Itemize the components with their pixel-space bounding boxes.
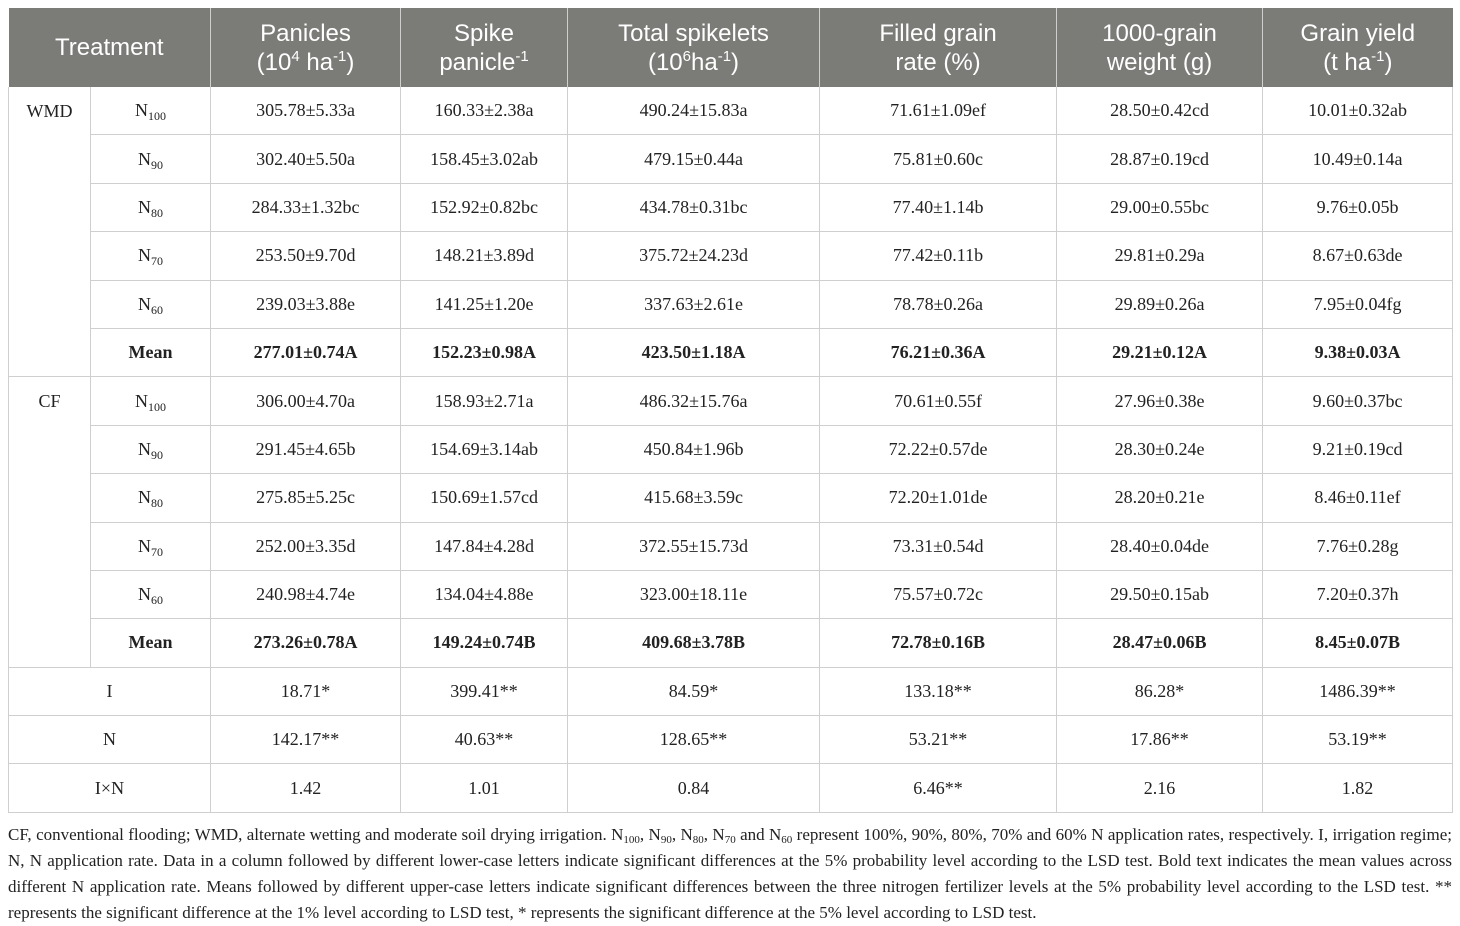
anova-value-cell: 1486.39** xyxy=(1263,667,1453,715)
table-row xyxy=(9,570,1453,618)
value-cell: 28.87±0.19cd xyxy=(1057,135,1263,183)
n-rate-label: $N_{70}$ xyxy=(91,522,211,570)
anova-value-cell: 128.65** xyxy=(568,716,820,764)
value-cell: 415.68±3.59c xyxy=(568,474,820,522)
anova-value-cell: 53.19** xyxy=(1263,716,1453,764)
mean-label: Mean xyxy=(91,619,211,667)
value-cell: 275.85±5.25c xyxy=(211,474,401,522)
n-rate-label: $N_{80}$ xyxy=(91,474,211,522)
n-rate-label: $N_{60}$ xyxy=(91,280,211,328)
mean-value-cell: 8.45±0.07B xyxy=(1263,619,1453,667)
value-cell: 29.81±0.29a xyxy=(1057,232,1263,280)
n-rate-label: $N_{60}$ xyxy=(91,570,211,618)
mean-row xyxy=(9,619,1453,667)
anova-value-cell: 86.28* xyxy=(1057,667,1263,715)
value-cell: 77.42±0.11b xyxy=(820,232,1057,280)
mean-value-cell: 273.26±0.78A xyxy=(211,619,401,667)
value-cell: 323.00±18.11e xyxy=(568,570,820,618)
header-panicles: Panicles ($10^4$ $ha^{-1}$) xyxy=(211,8,401,87)
header-1000-grain-weight: 1000-grain weight (g) xyxy=(1057,8,1263,87)
anova-value-cell: 18.71* xyxy=(211,667,401,715)
value-cell: 77.40±1.14b xyxy=(820,183,1057,231)
value-cell: 7.76±0.28g xyxy=(1263,522,1453,570)
value-cell: 450.84±1.96b xyxy=(568,425,820,473)
value-cell: 148.21±3.89d xyxy=(401,232,568,280)
value-cell: 284.33±1.32bc xyxy=(211,183,401,231)
value-cell: 372.55±15.73d xyxy=(568,522,820,570)
table-row xyxy=(9,522,1453,570)
value-cell: 28.40±0.04de xyxy=(1057,522,1263,570)
value-cell: 240.98±4.74e xyxy=(211,570,401,618)
value-cell: 160.33±2.38a xyxy=(401,87,568,135)
value-cell: 7.95±0.04fg xyxy=(1263,280,1453,328)
value-cell: 9.76±0.05b xyxy=(1263,183,1453,231)
table-row xyxy=(9,425,1453,473)
header-treatment: Treatment xyxy=(9,8,211,87)
table-footnote: CF, conventional flooding; WMD, alternate wetting and moderate soil drying irrigation. $N_{100}$, $N_{90}$, $N_{80}$, $N_{70}$ and $N_{60}$ represent 100%, 90%, 80%, 70% and 60% N application rates, respectively. I, irrigation regime; N, N application rate. Data in a column followed by different lower-case letters indicate significant differences at the 5% probability level according to the LSD test. Bold text indicates the mean values across different N application rate. Means followed by different upper-case letters indicate significant differences between the three nitrogen fertilizer levels at the 5% probability level according to the LSD test. ** represents the significant difference at the 1% level according to LSD test, * represents the significant difference at the 5% level according to LSD test. xyxy=(8,824,1453,922)
table-row xyxy=(9,232,1453,280)
anova-value-cell: 399.41** xyxy=(401,667,568,715)
mean-value-cell: 29.21±0.12A xyxy=(1057,328,1263,376)
table-row xyxy=(9,280,1453,328)
anova-row xyxy=(9,667,1453,715)
anova-value-cell: 2.16 xyxy=(1057,764,1263,812)
mean-value-cell: 9.38±0.03A xyxy=(1263,328,1453,376)
value-cell: 28.50±0.42cd xyxy=(1057,87,1263,135)
value-cell: 75.57±0.72c xyxy=(820,570,1057,618)
table-row xyxy=(9,377,1453,425)
value-cell: 305.78±5.33a xyxy=(211,87,401,135)
value-cell: 291.45±4.65b xyxy=(211,425,401,473)
anova-row xyxy=(9,716,1453,764)
anova-label: I xyxy=(9,667,211,715)
table-row xyxy=(9,474,1453,522)
value-cell: 302.40±5.50a xyxy=(211,135,401,183)
value-cell: 9.60±0.37bc xyxy=(1263,377,1453,425)
mean-value-cell: 72.78±0.16B xyxy=(820,619,1057,667)
n-rate-label: $N_{70}$ xyxy=(91,232,211,280)
value-cell: 28.20±0.21e xyxy=(1057,474,1263,522)
anova-value-cell: 40.63** xyxy=(401,716,568,764)
value-cell: 490.24±15.83a xyxy=(568,87,820,135)
anova-label: I×N xyxy=(9,764,211,812)
value-cell: 9.21±0.19cd xyxy=(1263,425,1453,473)
header-row xyxy=(9,8,1453,87)
value-cell: 72.20±1.01de xyxy=(820,474,1057,522)
value-cell: 147.84±4.28d xyxy=(401,522,568,570)
anova-row xyxy=(9,764,1453,812)
value-cell: 150.69±1.57cd xyxy=(401,474,568,522)
value-cell: 29.00±0.55bc xyxy=(1057,183,1263,231)
n-rate-label: $N_{90}$ xyxy=(91,135,211,183)
anova-value-cell: 133.18** xyxy=(820,667,1057,715)
n-rate-label: $N_{100}$ xyxy=(91,87,211,135)
value-cell: 253.50±9.70d xyxy=(211,232,401,280)
anova-value-cell: 0.84 xyxy=(568,764,820,812)
value-cell: 73.31±0.54d xyxy=(820,522,1057,570)
mean-value-cell: 423.50±1.18A xyxy=(568,328,820,376)
anova-value-cell: 53.21** xyxy=(820,716,1057,764)
value-cell: 8.46±0.11ef xyxy=(1263,474,1453,522)
table-row xyxy=(9,135,1453,183)
value-cell: 158.45±3.02ab xyxy=(401,135,568,183)
value-cell: 10.01±0.32ab xyxy=(1263,87,1453,135)
n-rate-label: $N_{80}$ xyxy=(91,183,211,231)
value-cell: 29.89±0.26a xyxy=(1057,280,1263,328)
value-cell: 375.72±24.23d xyxy=(568,232,820,280)
value-cell: 27.96±0.38e xyxy=(1057,377,1263,425)
anova-label: N xyxy=(9,716,211,764)
value-cell: 8.67±0.63de xyxy=(1263,232,1453,280)
value-cell: 152.92±0.82bc xyxy=(401,183,568,231)
anova-value-cell: 17.86** xyxy=(1057,716,1263,764)
data-table xyxy=(8,8,1453,813)
mean-value-cell: 277.01±0.74A xyxy=(211,328,401,376)
anova-value-cell: 1.01 xyxy=(401,764,568,812)
table-row xyxy=(9,87,1453,135)
irrigation-label: CF xyxy=(9,377,91,667)
value-cell: 7.20±0.37h xyxy=(1263,570,1453,618)
value-cell: 479.15±0.44a xyxy=(568,135,820,183)
table-row xyxy=(9,183,1453,231)
value-cell: 154.69±3.14ab xyxy=(401,425,568,473)
mean-value-cell: 409.68±3.78B xyxy=(568,619,820,667)
header-total-spikelets: Total spikelets $(10^6ha^{-1})$ xyxy=(568,8,820,87)
value-cell: 239.03±3.88e xyxy=(211,280,401,328)
n-rate-label: $N_{100}$ xyxy=(91,377,211,425)
anova-value-cell: 84.59* xyxy=(568,667,820,715)
value-cell: 78.78±0.26a xyxy=(820,280,1057,328)
mean-value-cell: 149.24±0.74B xyxy=(401,619,568,667)
value-cell: 70.61±0.55f xyxy=(820,377,1057,425)
header-filled-grain-rate: Filled grain rate (%) xyxy=(820,8,1057,87)
value-cell: 28.30±0.24e xyxy=(1057,425,1263,473)
value-cell: 434.78±0.31bc xyxy=(568,183,820,231)
value-cell: 71.61±1.09ef xyxy=(820,87,1057,135)
value-cell: 10.49±0.14a xyxy=(1263,135,1453,183)
anova-value-cell: 1.42 xyxy=(211,764,401,812)
value-cell: 337.63±2.61e xyxy=(568,280,820,328)
mean-value-cell: 76.21±0.36A xyxy=(820,328,1057,376)
table-body xyxy=(9,87,1453,812)
anova-value-cell: 6.46** xyxy=(820,764,1057,812)
value-cell: 29.50±0.15ab xyxy=(1057,570,1263,618)
irrigation-label: WMD xyxy=(9,87,91,377)
anova-value-cell: 142.17** xyxy=(211,716,401,764)
header-grain-yield: Grain yield (t $ha^{-1}$) xyxy=(1263,8,1453,87)
mean-value-cell: 28.47±0.06B xyxy=(1057,619,1263,667)
value-cell: 134.04±4.88e xyxy=(401,570,568,618)
value-cell: 252.00±3.35d xyxy=(211,522,401,570)
n-rate-label: $N_{90}$ xyxy=(91,425,211,473)
value-cell: 306.00±4.70a xyxy=(211,377,401,425)
mean-row xyxy=(9,328,1453,376)
mean-label: Mean xyxy=(91,328,211,376)
value-cell: 486.32±15.76a xyxy=(568,377,820,425)
value-cell: 141.25±1.20e xyxy=(401,280,568,328)
value-cell: 158.93±2.71a xyxy=(401,377,568,425)
header-spike-panicle: Spike panicle$^{-1}$ xyxy=(401,8,568,87)
table-container xyxy=(8,8,1452,926)
anova-value-cell: 1.82 xyxy=(1263,764,1453,812)
mean-value-cell: 152.23±0.98A xyxy=(401,328,568,376)
value-cell: 72.22±0.57de xyxy=(820,425,1057,473)
value-cell: 75.81±0.60c xyxy=(820,135,1057,183)
